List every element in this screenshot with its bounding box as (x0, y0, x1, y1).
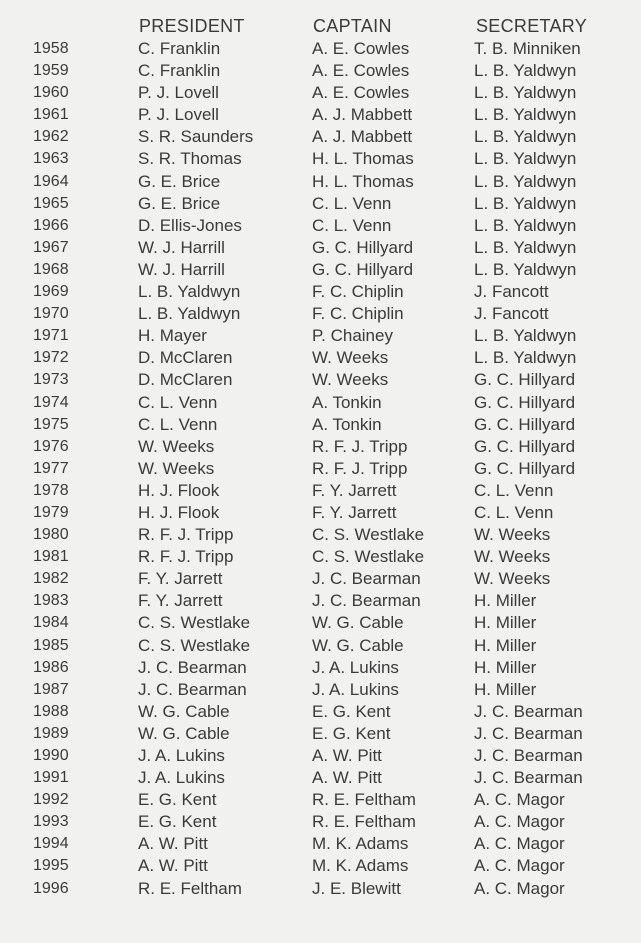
table-row (0, 878, 641, 900)
table-row (0, 104, 641, 126)
table-row (0, 833, 641, 855)
captain-cell: J. C. Bearman (312, 591, 421, 611)
table-row (0, 635, 641, 657)
header-captain: CAPTAIN (313, 16, 392, 36)
secretary-cell: L. B. Yaldwyn (474, 61, 577, 81)
captain-cell: R. E. Feltham (312, 812, 416, 832)
year-cell: 1979 (33, 503, 69, 521)
secretary-cell: W. Weeks (474, 569, 551, 589)
year-cell: 1985 (33, 636, 69, 654)
president-cell: P. J. Lovell (138, 83, 219, 103)
captain-cell: W. G. Cable (312, 613, 404, 633)
captain-cell: H. L. Thomas (312, 149, 414, 169)
captain-cell: C. S. Westlake (312, 547, 425, 567)
secretary-cell: L. B. Yaldwyn (474, 348, 577, 368)
secretary-cell: G. C. Hillyard (474, 392, 576, 412)
year-cell: 1986 (33, 658, 69, 676)
year-cell: 1978 (33, 481, 69, 499)
year-cell: 1960 (33, 84, 69, 102)
captain-cell: H. L. Thomas (312, 171, 414, 191)
president-cell: W. Weeks (138, 458, 215, 478)
secretary-cell: T. B. Minniken (474, 39, 581, 58)
table-row (0, 281, 641, 303)
year-cell: 1958 (33, 40, 69, 57)
year-cell: 1970 (33, 305, 69, 323)
secretary-cell: G. C. Hillyard (474, 414, 576, 434)
table-row (0, 171, 641, 193)
secretary-cell: G. C. Hillyard (474, 370, 576, 390)
year-cell: 1971 (33, 327, 69, 345)
year-cell: 1988 (33, 702, 69, 720)
secretary-cell: H. Miller (474, 679, 537, 699)
captain-cell: W. G. Cable (312, 635, 404, 655)
officers-table (0, 38, 641, 900)
secretary-cell: A. C. Magor (474, 856, 565, 876)
captain-cell: G. C. Hillyard (312, 237, 414, 257)
captain-cell: J. E. Blewitt (312, 878, 401, 898)
secretary-cell: L. B. Yaldwyn (474, 171, 577, 191)
president-cell: R. F. J. Tripp (138, 547, 234, 567)
secretary-cell: J. C. Bearman (474, 723, 583, 743)
year-cell: 1962 (33, 128, 69, 146)
year-cell: 1994 (33, 835, 69, 853)
table-row (0, 148, 641, 170)
president-cell: D. McClaren (138, 348, 233, 368)
captain-cell: A. Tonkin (312, 392, 382, 412)
header-president: PRESIDENT (139, 16, 245, 36)
secretary-cell: L. B. Yaldwyn (474, 259, 577, 279)
table-row (0, 82, 641, 104)
secretary-cell: L. B. Yaldwyn (474, 237, 577, 257)
table-row (0, 767, 641, 789)
captain-cell: E. G. Kent (312, 723, 391, 743)
president-cell: E. G. Kent (138, 790, 217, 810)
year-cell: 1990 (33, 747, 69, 764)
secretary-cell: A. C. Magor (474, 878, 565, 898)
president-cell: F. Y. Jarrett (138, 591, 223, 611)
table-row (0, 745, 641, 767)
table-row (0, 259, 641, 281)
president-cell: P. J. Lovell (138, 105, 219, 125)
secretary-cell: A. C. Magor (474, 812, 565, 832)
president-cell: C. Franklin (138, 61, 221, 81)
year-cell: 1987 (33, 680, 69, 698)
president-cell: A. W. Pitt (138, 834, 208, 854)
table-row (0, 193, 641, 215)
year-cell: 1982 (33, 570, 69, 588)
captain-cell: F. C. Chiplin (312, 282, 404, 302)
header-secretary: SECRETARY (476, 16, 588, 36)
table-row (0, 325, 641, 347)
captain-cell: A. Tonkin (312, 414, 382, 434)
captain-cell: W. Weeks (312, 370, 389, 390)
captain-cell: C. S. Westlake (312, 525, 425, 545)
president-cell: C. S. Westlake (138, 613, 251, 633)
captain-cell: R. F. J. Tripp (312, 436, 408, 456)
table-row (0, 657, 641, 679)
president-cell: L. B. Yaldwyn (138, 282, 241, 302)
president-cell: D. McClaren (138, 370, 233, 390)
captain-cell: R. F. J. Tripp (312, 458, 408, 478)
secretary-cell: L. B. Yaldwyn (474, 193, 577, 213)
year-cell: 1963 (33, 150, 69, 168)
captain-cell: J. A. Lukins (312, 657, 399, 677)
captain-cell: A. E. Cowles (312, 83, 410, 103)
president-cell: W. J. Harrill (138, 237, 225, 257)
captain-cell: W. Weeks (312, 348, 389, 368)
table-row (0, 524, 641, 546)
captain-cell: P. Chainey (312, 326, 393, 346)
year-cell: 1996 (33, 879, 69, 897)
captain-cell: A. W. Pitt (312, 768, 382, 788)
president-cell: J. C. Bearman (138, 679, 247, 699)
table-row (0, 811, 641, 833)
secretary-cell: L. B. Yaldwyn (474, 326, 577, 346)
table-row (0, 392, 641, 414)
captain-cell: R. E. Feltham (312, 790, 416, 810)
captain-cell: A. J. Mabbett (312, 127, 413, 147)
table-row (0, 568, 641, 590)
column-headers (0, 16, 641, 40)
table-row (0, 126, 641, 148)
year-cell: 1993 (33, 813, 69, 831)
secretary-cell: J. C. Bearman (474, 746, 583, 765)
secretary-cell: H. Miller (474, 613, 537, 633)
year-cell: 1967 (33, 238, 69, 256)
table-row (0, 414, 641, 436)
captain-cell: A. E. Cowles (312, 61, 410, 81)
secretary-cell: L. B. Yaldwyn (474, 149, 577, 169)
captain-cell: J. A. Lukins (312, 679, 399, 699)
secretary-cell: H. Miller (474, 591, 537, 611)
year-cell: 1974 (33, 393, 69, 411)
table-row (0, 215, 641, 237)
year-cell: 1966 (33, 216, 69, 234)
captain-cell: M. K. Adams (312, 856, 409, 876)
president-cell: G. E. Brice (138, 193, 221, 213)
table-row (0, 723, 641, 745)
captain-cell: C. L. Venn (312, 193, 392, 213)
year-cell: 1976 (33, 437, 69, 455)
secretary-cell: A. C. Magor (474, 834, 565, 854)
year-cell: 1965 (33, 194, 69, 212)
year-cell: 1995 (33, 857, 69, 875)
president-cell: R. E. Feltham (138, 878, 242, 898)
table-row (0, 303, 641, 325)
secretary-cell: L. B. Yaldwyn (474, 127, 577, 147)
president-cell: R. F. J. Tripp (138, 525, 234, 545)
year-cell: 1989 (33, 724, 69, 742)
secretary-cell: J. C. Bearman (474, 768, 583, 788)
president-cell: F. Y. Jarrett (138, 569, 223, 589)
year-cell: 1991 (33, 769, 69, 787)
table-row (0, 701, 641, 723)
secretary-cell: J. C. Bearman (474, 701, 583, 721)
table-row (0, 546, 641, 568)
president-cell: W. Weeks (138, 436, 215, 456)
secretary-cell: G. C. Hillyard (474, 458, 576, 478)
table-row (0, 38, 641, 60)
secretary-cell: L. B. Yaldwyn (474, 83, 577, 103)
secretary-cell: G. C. Hillyard (474, 436, 576, 456)
secretary-cell: H. Miller (474, 635, 537, 655)
captain-cell: A. J. Mabbett (312, 105, 413, 125)
president-cell: D. Ellis-Jones (138, 215, 242, 235)
table-row (0, 436, 641, 458)
table-row (0, 789, 641, 811)
president-cell: C. L. Venn (138, 392, 218, 412)
secretary-cell: W. Weeks (474, 525, 551, 545)
president-cell: J. A. Lukins (138, 768, 225, 788)
president-cell: G. E. Brice (138, 171, 221, 191)
president-cell: C. L. Venn (138, 414, 218, 434)
year-cell: 1961 (33, 106, 69, 124)
captain-cell: C. L. Venn (312, 215, 392, 235)
president-cell: H. J. Flook (138, 502, 220, 522)
table-row (0, 612, 641, 634)
president-cell: W. G. Cable (138, 701, 230, 721)
table-row (0, 60, 641, 82)
president-cell: C. Franklin (138, 39, 221, 58)
president-cell: A. W. Pitt (138, 856, 208, 876)
year-cell: 1975 (33, 415, 69, 433)
year-cell: 1983 (33, 592, 69, 610)
president-cell: H. J. Flook (138, 480, 220, 500)
captain-cell: A. W. Pitt (312, 746, 382, 765)
captain-cell: F. Y. Jarrett (312, 502, 397, 522)
captain-cell: F. Y. Jarrett (312, 480, 397, 500)
president-cell: L. B. Yaldwyn (138, 304, 241, 324)
year-cell: 1959 (33, 62, 69, 80)
secretary-cell: L. B. Yaldwyn (474, 215, 577, 235)
president-cell: E. G. Kent (138, 812, 217, 832)
table-row (0, 347, 641, 369)
table-row (0, 502, 641, 524)
captain-cell: M. K. Adams (312, 834, 409, 854)
captain-cell: E. G. Kent (312, 701, 391, 721)
year-cell: 1981 (33, 548, 69, 566)
captain-cell: A. E. Cowles (312, 39, 410, 58)
secretary-cell: C. L. Venn (474, 502, 554, 522)
year-cell: 1977 (33, 459, 69, 477)
year-cell: 1968 (33, 260, 69, 278)
secretary-cell: L. B. Yaldwyn (474, 105, 577, 125)
president-cell: J. C. Bearman (138, 657, 247, 677)
table-row (0, 237, 641, 259)
secretary-cell: A. C. Magor (474, 790, 565, 810)
president-cell: S. R. Thomas (138, 149, 242, 169)
president-cell: W. J. Harrill (138, 259, 225, 279)
table-row (0, 458, 641, 480)
table-row (0, 369, 641, 391)
year-cell: 1992 (33, 791, 69, 809)
year-cell: 1972 (33, 349, 69, 367)
captain-cell: G. C. Hillyard (312, 259, 414, 279)
secretary-cell: H. Miller (474, 657, 537, 677)
president-cell: H. Mayer (138, 326, 207, 346)
year-cell: 1984 (33, 614, 69, 632)
table-row (0, 855, 641, 877)
president-cell: W. G. Cable (138, 723, 230, 743)
president-cell: C. S. Westlake (138, 635, 251, 655)
secretary-cell: W. Weeks (474, 547, 551, 567)
table-row (0, 480, 641, 502)
president-cell: S. R. Saunders (138, 127, 254, 147)
secretary-cell: J. Fancott (474, 282, 549, 302)
table-row (0, 679, 641, 701)
year-cell: 1969 (33, 283, 69, 301)
captain-cell: F. C. Chiplin (312, 304, 404, 324)
table-row (0, 590, 641, 612)
year-cell: 1973 (33, 371, 69, 389)
year-cell: 1964 (33, 172, 69, 190)
secretary-cell: J. Fancott (474, 304, 549, 324)
year-cell: 1980 (33, 526, 69, 544)
secretary-cell: C. L. Venn (474, 480, 554, 500)
captain-cell: J. C. Bearman (312, 569, 421, 589)
president-cell: J. A. Lukins (138, 746, 225, 765)
